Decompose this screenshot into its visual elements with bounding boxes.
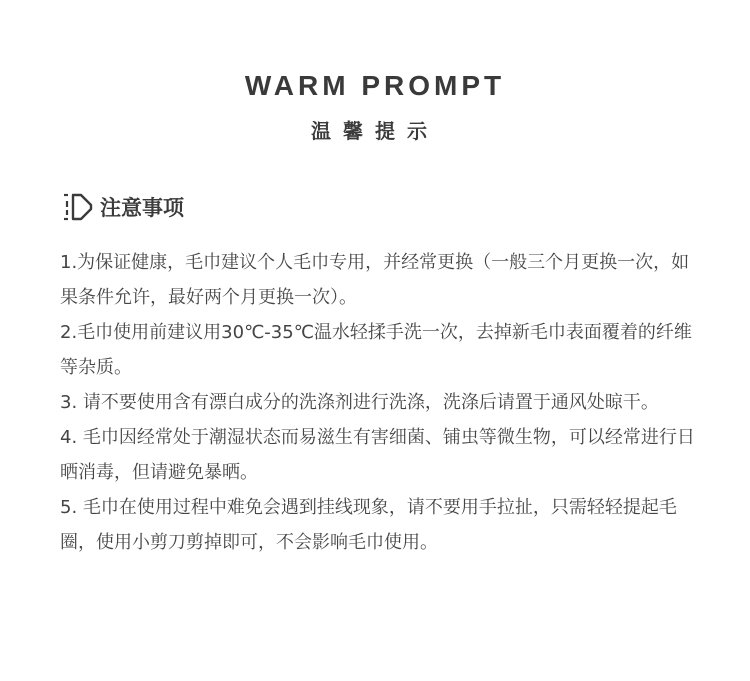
note-item: 2.毛巾使用前建议用30℃-35℃温水轻揉手洗一次，去掉新毛巾表面覆着的纤维等杂质。 xyxy=(60,322,692,378)
section-title: 注意事项 xyxy=(100,196,184,220)
note-item: 5. 毛巾在使用过程中难免会遇到挂线现象，请不要用手拉扯，只需轻轻提起毛圈，使用小剪刀剪掉即可，不会影响毛巾使用。 xyxy=(60,497,677,553)
note-item: 1.为保证健康，毛巾建议个人毛巾专用，并经常更换（一般三个月更换一次，如果条件允许，最好两个月更换一次）。 xyxy=(60,252,690,308)
title-en: WARM PROMPT xyxy=(244,70,506,101)
section-heading xyxy=(62,190,184,224)
note-item: 4. 毛巾因经常处于潮湿状态而易滋生有害细菌、铺虫等微生物，可以经常进行日晒消毒，但请避免暴晒。 xyxy=(60,427,695,483)
notes-list xyxy=(60,245,700,560)
title-cn: 温馨提示 xyxy=(311,119,439,143)
note-item: 3. 请不要使用含有漂白成分的洗涤剂进行洗涤，洗涤后请置于通风处晾干。 xyxy=(60,392,659,413)
speaker-icon xyxy=(62,190,94,224)
